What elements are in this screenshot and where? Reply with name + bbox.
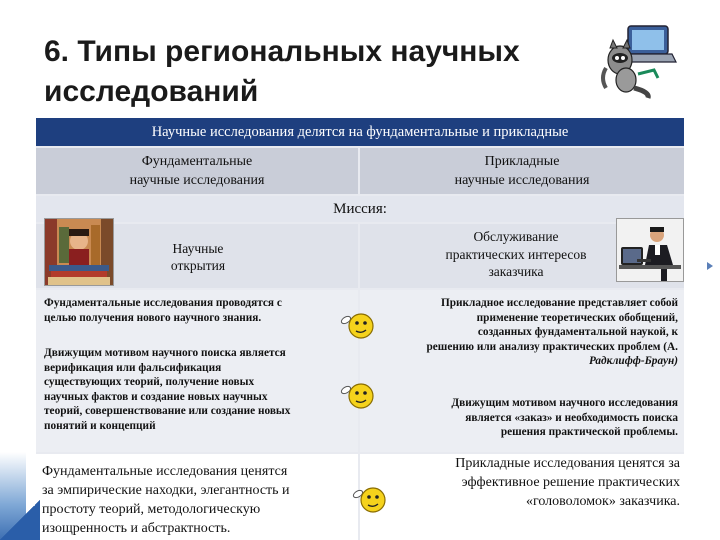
applied-definition-line-5: Радклифф-Браун) xyxy=(588,355,678,367)
applied-definition-line-1: Прикладное исследование представляет собой xyxy=(440,297,678,309)
applied-definition-line-4: решению или анализу практических проблем (А. xyxy=(426,340,678,353)
raccoon-laptop-logo xyxy=(598,18,678,100)
decorative-corner xyxy=(0,500,40,540)
books-reader-photo xyxy=(44,218,114,286)
thinking-smiley-icon xyxy=(352,484,386,514)
applied-value-text xyxy=(380,454,680,511)
fundamental-value-line-4: изощренность и абстрактность. xyxy=(42,521,231,536)
fundamental-mission-text xyxy=(150,240,246,274)
fundamental-column-header xyxy=(36,148,358,194)
applied-mission-line-1: Обслуживание xyxy=(473,229,559,244)
applied-definition-text xyxy=(362,296,678,369)
applied-header-line-1: Прикладные xyxy=(484,154,560,169)
fundamental-purpose-text xyxy=(44,296,344,325)
fundamental-motive-line-1: Движущим мотивом научного поиска является xyxy=(44,347,286,359)
page-title xyxy=(44,32,564,112)
applied-mission-line-3: заказчика xyxy=(488,264,544,279)
fundamental-value-line-2: за эмпирические находки, элегантность и xyxy=(42,483,290,498)
applied-mission-line-2: практических интересов xyxy=(445,246,587,262)
applied-value-line-1: Прикладные исследования ценятся за xyxy=(455,456,680,471)
applied-value-line-2: эффективное решение практических xyxy=(461,475,680,490)
arrow-right-icon xyxy=(707,262,713,270)
applied-header-line-2: научные исследования xyxy=(454,173,590,188)
title-line-2: исследований xyxy=(44,75,259,108)
fundamental-motive-line-6: понятий и концепций xyxy=(44,419,156,432)
fundamental-purpose-line-2: целью получения нового научного знания. xyxy=(44,311,262,324)
fundamental-mission-line-1: Научные xyxy=(172,241,224,256)
fundamental-value-text xyxy=(42,462,352,538)
fundamental-purpose-line-1: Фундаментальные исследования проводятся с xyxy=(44,297,282,309)
office-worker-photo xyxy=(616,218,684,282)
applied-value-line-3: «головоломок» заказчика. xyxy=(525,494,680,509)
fundamental-motive-line-5: теорий, совершенствование или создание новых xyxy=(44,405,291,417)
applied-motive-line-2: является «заказ» и необходимость поиска xyxy=(465,411,678,424)
fundamental-header-line-2: научные исследования xyxy=(129,173,265,188)
title-line-1: 6. Типы региональных научных xyxy=(44,35,520,68)
fundamental-motive-line-2: верификация или фальсификация xyxy=(44,361,222,374)
fundamental-value-line-3: простоту теорий, методологическую xyxy=(42,502,261,517)
mission-row: Миссия: xyxy=(36,196,684,222)
applied-motive-line-1: Движущим мотивом научного исследования xyxy=(451,397,678,409)
thinking-smiley-icon xyxy=(340,380,374,410)
fundamental-header-line-1: Фундаментальные xyxy=(141,154,253,169)
fundamental-value-line-1: Фундаментальные исследования ценятся xyxy=(42,464,288,479)
fundamental-motive-text xyxy=(44,346,356,433)
fundamental-motive-line-3: существующих теорий, получение новых xyxy=(44,376,255,388)
thinking-smiley-icon xyxy=(340,310,374,340)
fundamental-motive-line-4: научных фактов и создание новых научных xyxy=(44,390,268,403)
applied-column-header xyxy=(360,148,684,194)
applied-definition-line-2: применение теоретических обобщений, xyxy=(476,311,678,324)
classification-banner: Научные исследования делятся на фундаментальные и прикладные xyxy=(36,118,684,146)
fundamental-mission-line-2: открытия xyxy=(170,258,226,273)
applied-definition-line-3: созданных фундаментальной наукой, к xyxy=(477,326,678,338)
applied-motive-line-3: решения практической проблемы. xyxy=(500,426,678,438)
applied-motive-text xyxy=(362,396,678,440)
applied-mission-text xyxy=(416,228,616,281)
